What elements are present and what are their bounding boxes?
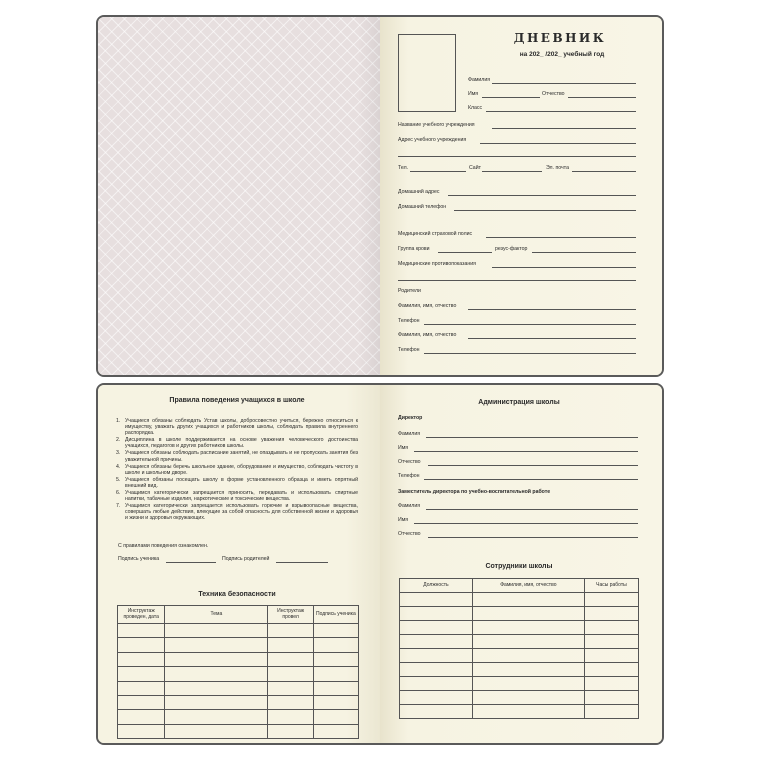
student-signature-line: [166, 562, 216, 563]
staff-row: [400, 607, 639, 621]
table-cell: [584, 593, 638, 607]
table-cell: [165, 681, 268, 695]
label-school-name: Название учебного учреждения: [398, 122, 475, 128]
rules-title: Правила поведения учащихся в школе: [169, 397, 305, 404]
table-cell: [472, 593, 584, 607]
label-parent-name-2: Фамилия, имя, отчество: [398, 332, 457, 338]
label-deputy-patronymic: Отчество: [398, 531, 421, 537]
staff-row: [400, 691, 639, 705]
table-cell: [165, 724, 268, 738]
label-director-phone: Телефон: [398, 473, 420, 479]
line-deputy-name: [414, 523, 638, 524]
line-deputy-patronymic: [428, 537, 638, 538]
table-cell: [400, 607, 473, 621]
label-home-address: Домашний адрес: [398, 189, 440, 195]
rule-item: 5. Учащиеся обязаны посещать школу в форме установленного образца и иметь опрятный внешний вид.: [116, 476, 358, 489]
label-parent-phone-1: Телефон: [398, 318, 420, 324]
table-cell: [165, 710, 268, 724]
table-cell: [118, 724, 165, 738]
line-director-surname: [426, 437, 638, 438]
table-cell: [165, 624, 268, 638]
table-cell: [118, 624, 165, 638]
staff-title: Сотрудники школы: [485, 563, 553, 570]
table-cell: [313, 624, 358, 638]
table-cell: [313, 695, 358, 709]
staff-row: [400, 621, 639, 635]
line-tel: [410, 171, 466, 172]
table-cell: [584, 691, 638, 705]
table-cell: [400, 635, 473, 649]
line-school-address: [480, 143, 636, 144]
line-site: [482, 171, 542, 172]
table-cell: [268, 624, 313, 638]
table-cell: [118, 710, 165, 724]
table-cell: [584, 677, 638, 691]
table-cell: [118, 667, 165, 681]
line-insurance: [486, 237, 636, 238]
rule-item: 6. Учащимся категорически запрещается приносить, передавать и использовать спиртные напитки, табачные изделия, наркотические и токсические вещества.: [116, 490, 358, 503]
rule-item: 2. Дисциплина в школе поддерживается на основе уважения человеческого достоинства учащихся, педагогов и других работников школы.: [116, 437, 358, 450]
safety-row: [118, 710, 359, 724]
line-parent-phone-1: [424, 324, 636, 325]
safety-row: [118, 724, 359, 738]
table-cell: [165, 695, 268, 709]
line-parent-name-1: [468, 309, 636, 310]
table-cell: [313, 667, 358, 681]
admin-title: Администрация школы: [478, 399, 560, 406]
line-director-phone: [424, 479, 638, 480]
label-surname: Фамилия: [468, 77, 491, 83]
table-cell: [400, 621, 473, 635]
label-parents: Родители: [398, 288, 421, 294]
table-cell: [118, 638, 165, 652]
table-cell: [400, 663, 473, 677]
label-patronymic: Отчество: [542, 91, 565, 97]
table-cell: [268, 724, 313, 738]
patterned-endpaper: [98, 17, 380, 375]
label-parent-phone-2: Телефон: [398, 347, 420, 353]
safety-col-topic: Тема: [165, 606, 268, 624]
rule-item: 7. Учащимся категорически запрещается использовать горючие и взрывоопасные вещества, совершать любые действия, влекущие за собой опасность для собственной жизни и здоровья и жизни и здоровья окружающих.: [116, 503, 358, 522]
safety-row: [118, 638, 359, 652]
line-parent-name-2: [468, 338, 636, 339]
rules-list: [116, 418, 358, 523]
label-name: Имя: [468, 91, 479, 97]
line-blood-group: [438, 252, 492, 253]
line-email: [572, 171, 636, 172]
table-cell: [313, 638, 358, 652]
line-contraindications-2: [398, 280, 636, 281]
table-cell: [584, 635, 638, 649]
table-cell: [268, 667, 313, 681]
line-patronymic: [568, 97, 636, 98]
staff-row: [400, 663, 639, 677]
table-cell: [584, 649, 638, 663]
rule-item: 4. Учащиеся обязаны беречь школьное здание, оборудование и имущество, соблюдать чистоту в школе и школьном дворе.: [116, 463, 358, 476]
table-cell: [165, 638, 268, 652]
rules-page: [98, 385, 380, 743]
label-grade: Класс: [468, 105, 483, 111]
label-rhesus: резус-фактор: [495, 246, 528, 252]
label-contraindications: Медицинские противопоказания: [398, 261, 476, 267]
table-cell: [472, 677, 584, 691]
diary-cover-spread: [96, 15, 664, 377]
line-school-address-2: [398, 156, 636, 157]
label-email: Эл. почта: [546, 165, 569, 171]
staff-col-position: Должность: [400, 579, 473, 593]
table-cell: [118, 695, 165, 709]
label-tel: Тел.: [398, 165, 409, 171]
label-deputy-surname: Фамилия: [398, 503, 421, 509]
safety-row: [118, 695, 359, 709]
safety-row: [118, 667, 359, 681]
rules-admin-spread: [96, 383, 664, 745]
label-parent-name-1: Фамилия, имя, отчество: [398, 303, 457, 309]
table-cell: [268, 710, 313, 724]
student-info-page: [380, 17, 662, 375]
line-home-phone: [454, 210, 636, 211]
rule-item: 3. Учащиеся обязаны соблюдать расписание занятий, не опаздывать и не пропускать занятия без уважительной причины.: [116, 450, 358, 463]
table-cell: [118, 652, 165, 666]
parent-signature-label: Подпись родителей: [222, 556, 270, 562]
table-cell: [472, 621, 584, 635]
table-cell: [400, 593, 473, 607]
table-cell: [584, 705, 638, 719]
rule-item: 1. Учащиеся обязаны соблюдать Устав школы, добросовестно учиться, бережно относиться к имуществу, уважать других учащихся и работников школы, соблюдать правила внутреннего распорядка.: [116, 418, 358, 437]
table-cell: [313, 652, 358, 666]
label-director-surname: Фамилия: [398, 431, 421, 437]
safety-row: [118, 652, 359, 666]
line-home-address: [448, 195, 636, 196]
label-deputy-name: Имя: [398, 517, 409, 523]
label-director: Директор: [398, 415, 423, 421]
table-cell: [472, 663, 584, 677]
staff-row: [400, 677, 639, 691]
photo-box: [398, 34, 456, 112]
label-director-patronymic: Отчество: [398, 459, 421, 465]
line-parent-phone-2: [424, 353, 636, 354]
table-cell: [472, 635, 584, 649]
table-cell: [400, 677, 473, 691]
table-cell: [268, 695, 313, 709]
table-cell: [472, 649, 584, 663]
line-grade: [486, 111, 636, 112]
table-cell: [400, 705, 473, 719]
safety-row: [118, 681, 359, 695]
staff-row: [400, 705, 639, 719]
table-cell: [165, 652, 268, 666]
line-surname: [492, 83, 636, 84]
table-cell: [118, 681, 165, 695]
table-cell: [472, 691, 584, 705]
label-site: Сайт: [469, 165, 481, 171]
line-rhesus: [532, 252, 636, 253]
label-deputy: Заместитель директора по учебно-воспитательной работе: [398, 489, 551, 495]
table-cell: [400, 691, 473, 705]
table-cell: [584, 663, 638, 677]
label-school-address: Адрес учебного учреждения: [398, 137, 467, 143]
staff-row: [400, 649, 639, 663]
table-cell: [165, 667, 268, 681]
safety-table: [117, 605, 359, 739]
staff-col-name: Фамилия, имя, отчество: [472, 579, 584, 593]
school-year-line: на 202_ /202_ учебный год: [519, 51, 605, 58]
line-director-patronymic: [428, 465, 638, 466]
page-fold-shadow: [358, 17, 380, 375]
safety-row: [118, 624, 359, 638]
label-insurance: Медицинский страховой полис: [398, 231, 473, 237]
table-cell: [313, 710, 358, 724]
diary-title: ДНЕВНИК: [513, 31, 607, 45]
safety-col-signature: Подпись ученика: [313, 606, 358, 624]
table-cell: [268, 681, 313, 695]
staff-table: [399, 578, 639, 719]
safety-title: Техника безопасности: [198, 591, 276, 598]
label-home-phone: Домашний телефон: [398, 204, 447, 210]
line-school-name: [492, 128, 636, 129]
line-name: [482, 97, 540, 98]
label-director-name: Имя: [398, 445, 409, 451]
safety-col-date: Инструктаж проведен, дата: [118, 606, 165, 624]
table-cell: [584, 607, 638, 621]
student-signature-label: Подпись ученика: [118, 556, 160, 562]
table-cell: [313, 681, 358, 695]
table-cell: [268, 638, 313, 652]
staff-col-hours: Часы работы: [584, 579, 638, 593]
admin-page: [380, 385, 662, 743]
line-contraindications: [492, 267, 636, 268]
table-cell: [313, 724, 358, 738]
table-cell: [400, 649, 473, 663]
table-cell: [584, 621, 638, 635]
staff-row: [400, 635, 639, 649]
label-blood-group: Группа крови: [398, 246, 430, 252]
line-deputy-surname: [426, 509, 638, 510]
staff-row: [400, 593, 639, 607]
line-director-name: [414, 451, 638, 452]
table-cell: [472, 607, 584, 621]
table-cell: [268, 652, 313, 666]
parent-signature-line: [276, 562, 328, 563]
safety-col-instructor: Инструктаж провел: [268, 606, 313, 624]
acknowledged-text: С правилами поведения ознакомлен.: [118, 543, 209, 549]
table-cell: [472, 705, 584, 719]
